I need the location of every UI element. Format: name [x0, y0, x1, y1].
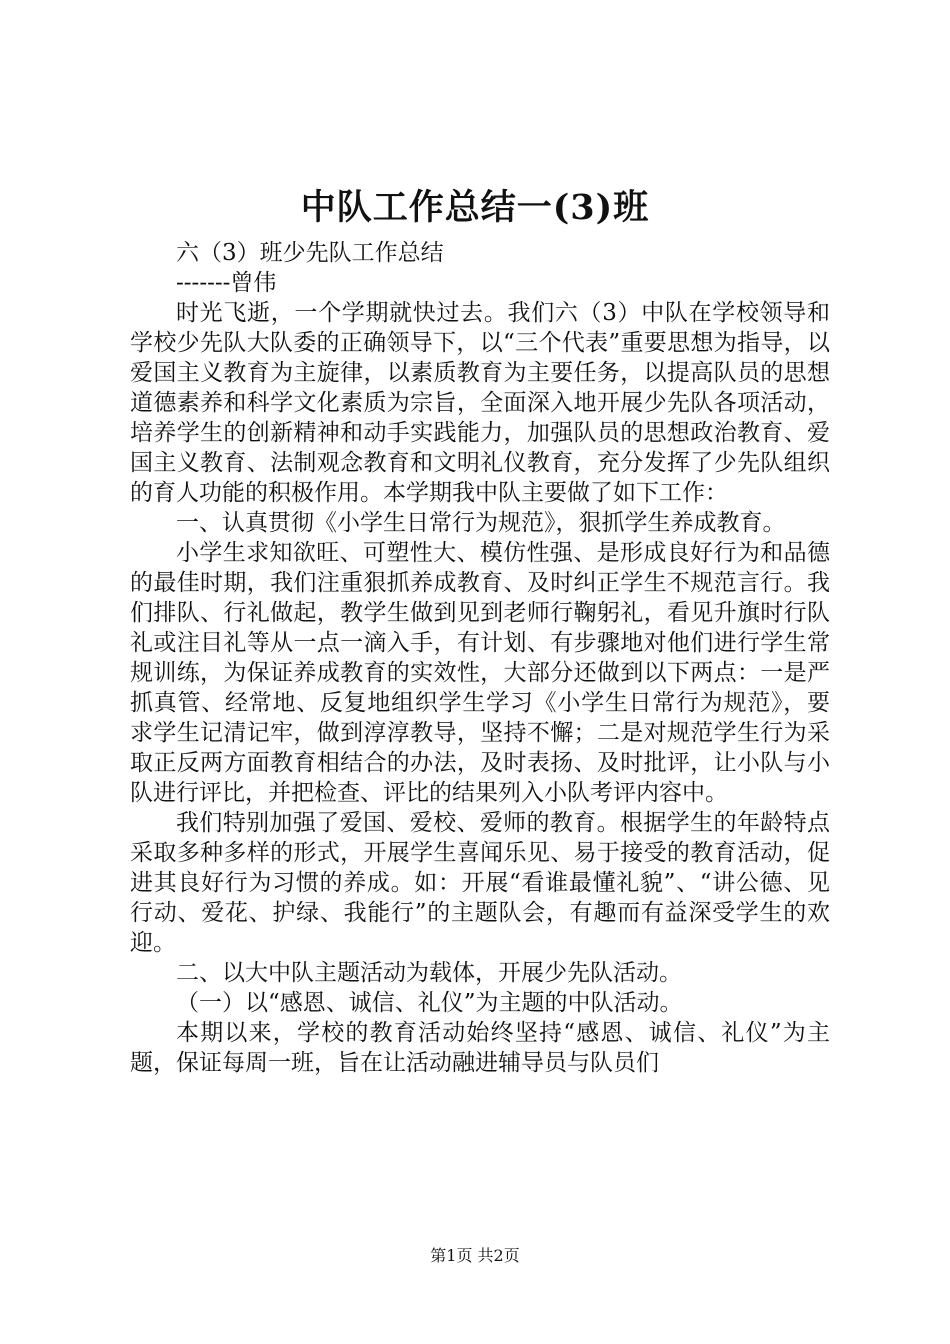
- page-number-footer: 第1页 共2页: [430, 1246, 520, 1265]
- heading-section-two: 二、以大中队主题活动为载体，开展少先队活动。: [176, 960, 682, 986]
- paragraph-habits: 小学生求知欲旺、可塑性大、模仿性强、是形成良好行为和品德的最佳时期，我们注重狠抓养成教育、及时纠正学生不规范言行。我们排队、行礼做起，教学生做到见到老师行鞠躬礼，看见升旗时行队礼或注目礼等从一点一滴入手，有计划、有步骤地对他们进行学生常规训练，为保证养成教育的实效性，大部分还做到以下两点：一是严抓真管、经常地、反复地组织学生学习《小学生日常行为规范》，要求学生记清记牢，做到淳淳教导，坚持不懈；二是对规范学生行为采取正反两方面教育相结合的办法，及时表扬、及时批评，让小队与小队进行评比，并把检查、评比的结果列入小队考评内容中。: [130, 540, 830, 806]
- document-body: [130, 238, 830, 1078]
- document-title: 中队工作总结一(3)班: [300, 187, 650, 228]
- paragraph-intro: 时光飞逝，一个学期就快过去。我们六（3）中队在学校领导和学校少先队大队委的正确领导下，以“三个代表”重要思想为指导，以爱国主义教育为主旋律，以素质教育为主要任务，以提高队员的思想道德素养和科学文化素质为宗旨，全面深入地开展少先队各项活动，培养学生的创新精神和动手实践能力，加强队员的思想政治教育、爱国主义教育、法制观念教育和文明礼仪教育，充分发挥了少先队组织的育人功能的积极作用。本学期我中队主要做了如下工作：: [130, 300, 830, 506]
- document-subtitle: 六（3）班少先队工作总结: [176, 240, 444, 266]
- heading-subsection-one: （一）以“感恩、诚信、礼仪”为主题的中队活动。: [176, 990, 683, 1016]
- paragraph-patriotism: 我们特别加强了爱国、爱校、爱师的教育。根据学生的年龄特点采取多种多样的形式，开展学生喜闻乐见、易于接受的教育活动，促进其良好行为习惯的养成。如：开展“看谁最懂礼貌”、“讲公德、见行动、爱花、护绿、我能行”的主题队会，有趣而有益深受学生的欢迎。: [130, 810, 830, 956]
- heading-section-one: 一、认真贯彻《小学生日常行为规范》，狠抓学生养成教育。: [176, 510, 786, 536]
- document-author: -------曾伟: [176, 270, 277, 296]
- paragraph-theme-activities: 本期以来，学校的教育活动始终坚持“感恩、诚信、礼仪”为主题，保证每周一班，旨在让活动融进辅导员与队员们: [130, 1020, 830, 1076]
